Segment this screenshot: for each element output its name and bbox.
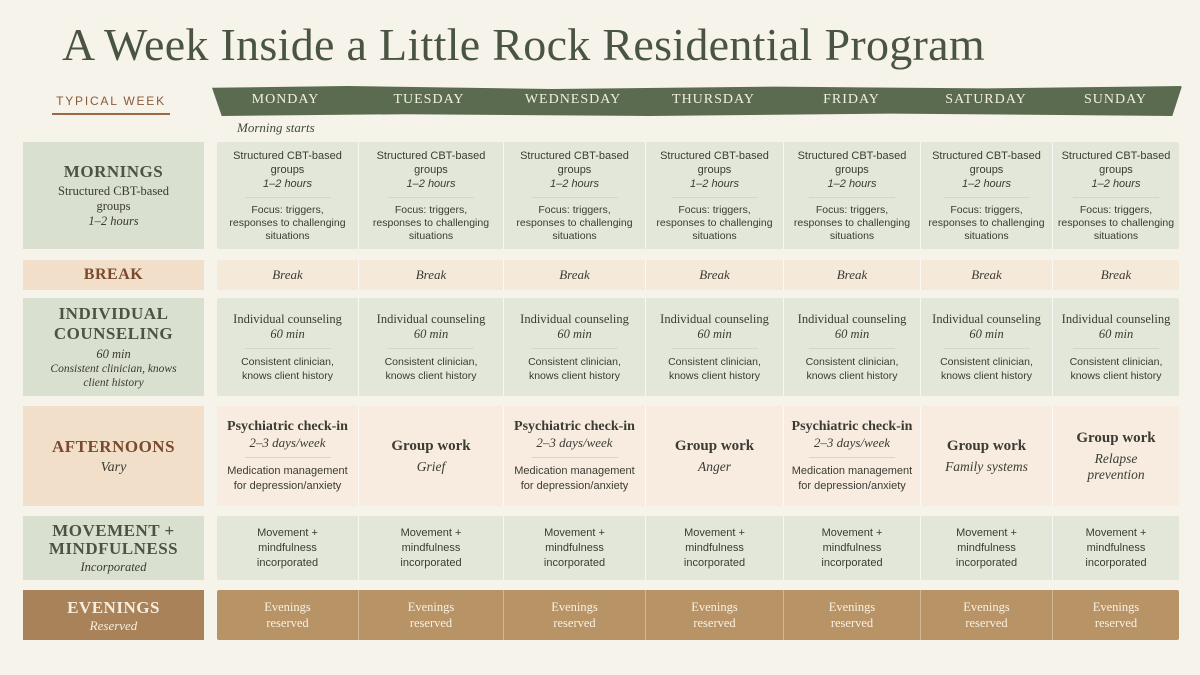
break-cell-wednesday <box>503 260 645 290</box>
row-title-mornings: MORNINGS <box>63 162 164 181</box>
psych-checkin-title: Psychiatric check-in <box>791 419 913 434</box>
mornings-cell-title: Structured CBT-based groups <box>797 149 907 176</box>
individual-cell-sunday <box>1052 298 1179 396</box>
mornings-cell-divider <box>672 197 758 198</box>
group-work-title: Group work <box>946 438 1027 454</box>
break-cell-label: Break <box>559 267 590 282</box>
mornings-cell-title: Structured CBT-based groups <box>1061 149 1171 176</box>
individual-cell-saturday <box>920 298 1052 396</box>
row-title-afternoons: AFTERNOONS <box>51 437 176 456</box>
evenings-cell-label: Evenings reserved <box>963 600 1010 630</box>
mornings-cell-focus: Focus: triggers, responses to challenging situations <box>928 203 1045 242</box>
evenings-cell-label: Evenings reserved <box>1092 600 1140 630</box>
row-sub2-mornings: 1–2 hours <box>88 214 139 228</box>
individual-cell-divider <box>809 348 895 349</box>
individual-cell-divider <box>532 348 618 349</box>
individual-cell-divider <box>1073 348 1159 349</box>
evenings-cell-tuesday <box>358 590 503 640</box>
mornings-cell-saturday <box>920 142 1052 249</box>
individual-cell-divider <box>245 348 331 349</box>
group-work-topic: Anger <box>698 459 731 474</box>
afternoons-cell-friday <box>783 406 920 506</box>
movement-cell-sunday <box>1052 516 1179 580</box>
individual-cell-title: Individual counseling <box>797 311 907 326</box>
row-label-evenings <box>23 590 204 640</box>
row-label-break <box>23 260 204 290</box>
mornings-cell-tuesday <box>358 142 503 249</box>
break-cell-thursday <box>645 260 783 290</box>
psych-checkin-title: Psychiatric check-in <box>227 419 348 434</box>
evenings-cell-label: Evenings reserved <box>407 600 455 630</box>
psych-checkin-frequency: 2–3 days/week <box>536 435 613 450</box>
afternoons-cell-monday <box>217 406 358 506</box>
break-cell-label: Break <box>415 267 447 282</box>
mornings-cell-duration: 1–2 hours <box>406 177 456 190</box>
psych-checkin-title: Psychiatric check-in <box>514 419 635 434</box>
movement-cell-label: Movement + mindfulness incorporated <box>400 526 462 569</box>
individual-cell-detail: Consistent clinician, knows client history <box>528 355 621 382</box>
individual-cell-duration: 60 min <box>270 326 305 341</box>
mornings-cell-divider <box>532 197 618 198</box>
break-cell-label: Break <box>1100 267 1132 282</box>
row-sub-mornings: Structured CBT-based groups <box>58 184 169 213</box>
mornings-cell-duration: 1–2 hours <box>962 177 1011 190</box>
mornings-cell-focus: Focus: triggers, responses to challenging situations <box>372 203 490 242</box>
individual-cell-divider <box>672 348 758 349</box>
evenings-cell-label: Evenings reserved <box>551 600 598 630</box>
mornings-cell-title: Structured CBT-based groups <box>660 149 769 176</box>
day-thursday: THURSDAY <box>672 92 755 107</box>
evenings-cell-label: Evenings reserved <box>264 600 311 630</box>
mornings-cell-divider <box>245 197 331 198</box>
mornings-cell-duration: 1–2 hours <box>263 177 312 190</box>
break-cell-monday <box>217 260 358 290</box>
individual-cell-duration: 60 min <box>834 326 870 341</box>
movement-cell-saturday <box>920 516 1052 580</box>
psych-checkin-divider <box>532 457 618 458</box>
row-sub-movement: Incorporated <box>80 559 147 574</box>
individual-cell-detail: Consistent clinician, knows client history <box>940 355 1033 382</box>
mornings-cell-title: Structured CBT-based groups <box>376 149 486 176</box>
mornings-cell-thursday <box>645 142 783 249</box>
break-cell-label: Break <box>971 267 1002 282</box>
evenings-cell-monday <box>217 590 358 640</box>
mornings-cell-duration: 1–2 hours <box>690 177 739 190</box>
row-sub-individual: 60 min <box>96 347 131 361</box>
mornings-cell-sunday <box>1052 142 1179 249</box>
mornings-cell-duration: 1–2 hours <box>827 177 877 190</box>
mornings-cell-title: Structured CBT-based groups <box>932 149 1041 176</box>
row-label-movement <box>23 516 204 580</box>
psych-checkin-frequency: 2–3 days/week <box>813 435 891 450</box>
individual-cell-divider <box>388 348 474 349</box>
evenings-cell-wednesday <box>503 590 645 640</box>
individual-cell-friday <box>783 298 920 396</box>
group-work-title: Group work <box>391 438 471 454</box>
afternoons-cell-tuesday <box>358 406 503 506</box>
page-title: A Week Inside a Little Rock Residential Program <box>62 19 985 70</box>
individual-cell-thursday <box>645 298 783 396</box>
psych-checkin-detail: Medication management for depression/anxiety <box>791 465 913 492</box>
individual-cell-monday <box>217 298 358 396</box>
row-label-mornings <box>23 142 204 249</box>
mornings-cell-divider <box>809 197 895 198</box>
row-sub-evenings: Reserved <box>89 617 138 633</box>
mornings-cell-title: Structured CBT-based groups <box>233 149 342 176</box>
evenings-cell-saturday <box>920 590 1052 640</box>
movement-cell-label: Movement + mindfulness incorporated <box>543 526 606 569</box>
break-cell-tuesday <box>358 260 503 290</box>
individual-cell-divider <box>944 348 1030 349</box>
individual-cell-detail: Consistent clinician, knows client history <box>805 355 899 382</box>
day-friday: FRIDAY <box>823 92 880 107</box>
evenings-cell-label: Evenings reserved <box>691 600 738 630</box>
movement-cell-label: Movement + mindfulness incorporated <box>683 526 746 569</box>
evenings-cell-sunday <box>1052 590 1179 640</box>
mornings-cell-title: Structured CBT-based groups <box>520 149 629 176</box>
movement-cell-label: Movement + mindfulness incorporated <box>256 526 319 569</box>
individual-cell-wednesday <box>503 298 645 396</box>
individual-cell-detail: Consistent clinician, knows client history <box>668 355 761 382</box>
individual-cell-title: Individual counseling <box>233 311 342 326</box>
row-label-individual <box>23 298 204 396</box>
group-work-topic: Family systems <box>945 459 1028 474</box>
row-label-afternoons <box>23 406 204 506</box>
movement-cell-wednesday <box>503 516 645 580</box>
break-cell-sunday <box>1052 260 1179 290</box>
row-sub2-individual: Consistent clinician, knows client history <box>50 363 177 389</box>
individual-cell-title: Individual counseling <box>520 311 629 326</box>
individual-cell-duration: 60 min <box>413 326 449 341</box>
row-sub-afternoons: Vary <box>100 460 127 475</box>
morning-starts-note: Morning starts <box>237 120 315 135</box>
evenings-cell-thursday <box>645 590 783 640</box>
mornings-cell-friday <box>783 142 920 249</box>
mornings-cell-duration: 1–2 hours <box>550 177 599 190</box>
mornings-cell-duration: 1–2 hours <box>1091 177 1141 190</box>
typical-week-underline <box>52 113 170 115</box>
row-title-individual: INDIVIDUAL COUNSELING <box>53 304 174 343</box>
mornings-cell-monday <box>217 142 358 249</box>
break-cell-label: Break <box>272 267 303 282</box>
group-work-title: Group work <box>1076 430 1156 446</box>
individual-cell-detail: Consistent clinician, knows client history <box>1069 355 1163 382</box>
psych-checkin-divider <box>245 457 331 458</box>
day-saturday: SATURDAY <box>945 92 1027 107</box>
mornings-cell-divider <box>944 197 1030 198</box>
afternoons-cell-saturday <box>920 406 1052 506</box>
individual-cell-detail: Consistent clinician, knows client history <box>384 355 478 382</box>
day-tuesday: TUESDAY <box>393 92 465 107</box>
evenings-cell-label: Evenings reserved <box>828 600 876 630</box>
individual-cell-title: Individual counseling <box>660 311 769 326</box>
individual-cell-duration: 60 min <box>697 326 732 341</box>
individual-cell-duration: 60 min <box>1098 326 1134 341</box>
individual-cell-title: Individual counseling <box>1061 311 1171 326</box>
movement-cell-friday <box>783 516 920 580</box>
movement-cell-label: Movement + mindfulness incorporated <box>821 526 883 569</box>
row-title-movement: MOVEMENT + MINDFULNESS <box>48 520 179 558</box>
psych-checkin-frequency: 2–3 days/week <box>249 435 326 450</box>
evenings-cell-friday <box>783 590 920 640</box>
individual-cell-duration: 60 min <box>969 326 1004 341</box>
mornings-cell-divider <box>388 197 474 198</box>
day-sunday: SUNDAY <box>1083 92 1148 107</box>
row-title-evenings: EVENINGS <box>67 597 160 617</box>
group-work-topic: Grief <box>416 459 446 474</box>
movement-cell-monday <box>217 516 358 580</box>
break-cell-saturday <box>920 260 1052 290</box>
mornings-cell-focus: Focus: triggers, responses to challenging situations <box>516 203 633 242</box>
group-work-title: Group work <box>674 438 755 454</box>
mornings-cell-divider <box>1073 197 1159 198</box>
afternoons-cell-wednesday <box>503 406 645 506</box>
afternoons-cell-sunday <box>1052 406 1179 506</box>
psych-checkin-detail: Medication management for depression/anxiety <box>227 465 348 492</box>
movement-cell-thursday <box>645 516 783 580</box>
break-cell-friday <box>783 260 920 290</box>
break-cell-label: Break <box>836 267 868 282</box>
individual-cell-duration: 60 min <box>557 326 592 341</box>
movement-cell-label: Movement + mindfulness incorporated <box>1085 526 1147 569</box>
break-cell-label: Break <box>699 267 730 282</box>
day-wednesday: WEDNESDAY <box>524 92 622 107</box>
individual-cell-detail: Consistent clinician, knows client history <box>241 355 334 382</box>
mornings-cell-focus: Focus: triggers, responses to challenging situations <box>793 203 911 242</box>
mornings-cell-focus: Focus: triggers, responses to challenging situations <box>1057 203 1175 242</box>
individual-cell-title: Individual counseling <box>376 311 486 326</box>
group-work-topic: Relapse prevention <box>1087 451 1145 482</box>
afternoons-cell-thursday <box>645 406 783 506</box>
movement-cell-label: Movement + mindfulness incorporated <box>955 526 1018 569</box>
typical-week-label: TYPICAL WEEK <box>56 94 166 108</box>
row-title-break: BREAK <box>83 266 144 283</box>
mornings-cell-wednesday <box>503 142 645 249</box>
psych-checkin-divider <box>809 457 895 458</box>
mornings-cell-focus: Focus: triggers, responses to challenging situations <box>229 203 346 242</box>
day-monday: MONDAY <box>251 92 320 107</box>
individual-cell-tuesday <box>358 298 503 396</box>
movement-cell-tuesday <box>358 516 503 580</box>
individual-cell-title: Individual counseling <box>932 311 1041 326</box>
psych-checkin-detail: Medication management for depression/anxiety <box>514 465 635 492</box>
mornings-cell-focus: Focus: triggers, responses to challenging situations <box>656 203 773 242</box>
